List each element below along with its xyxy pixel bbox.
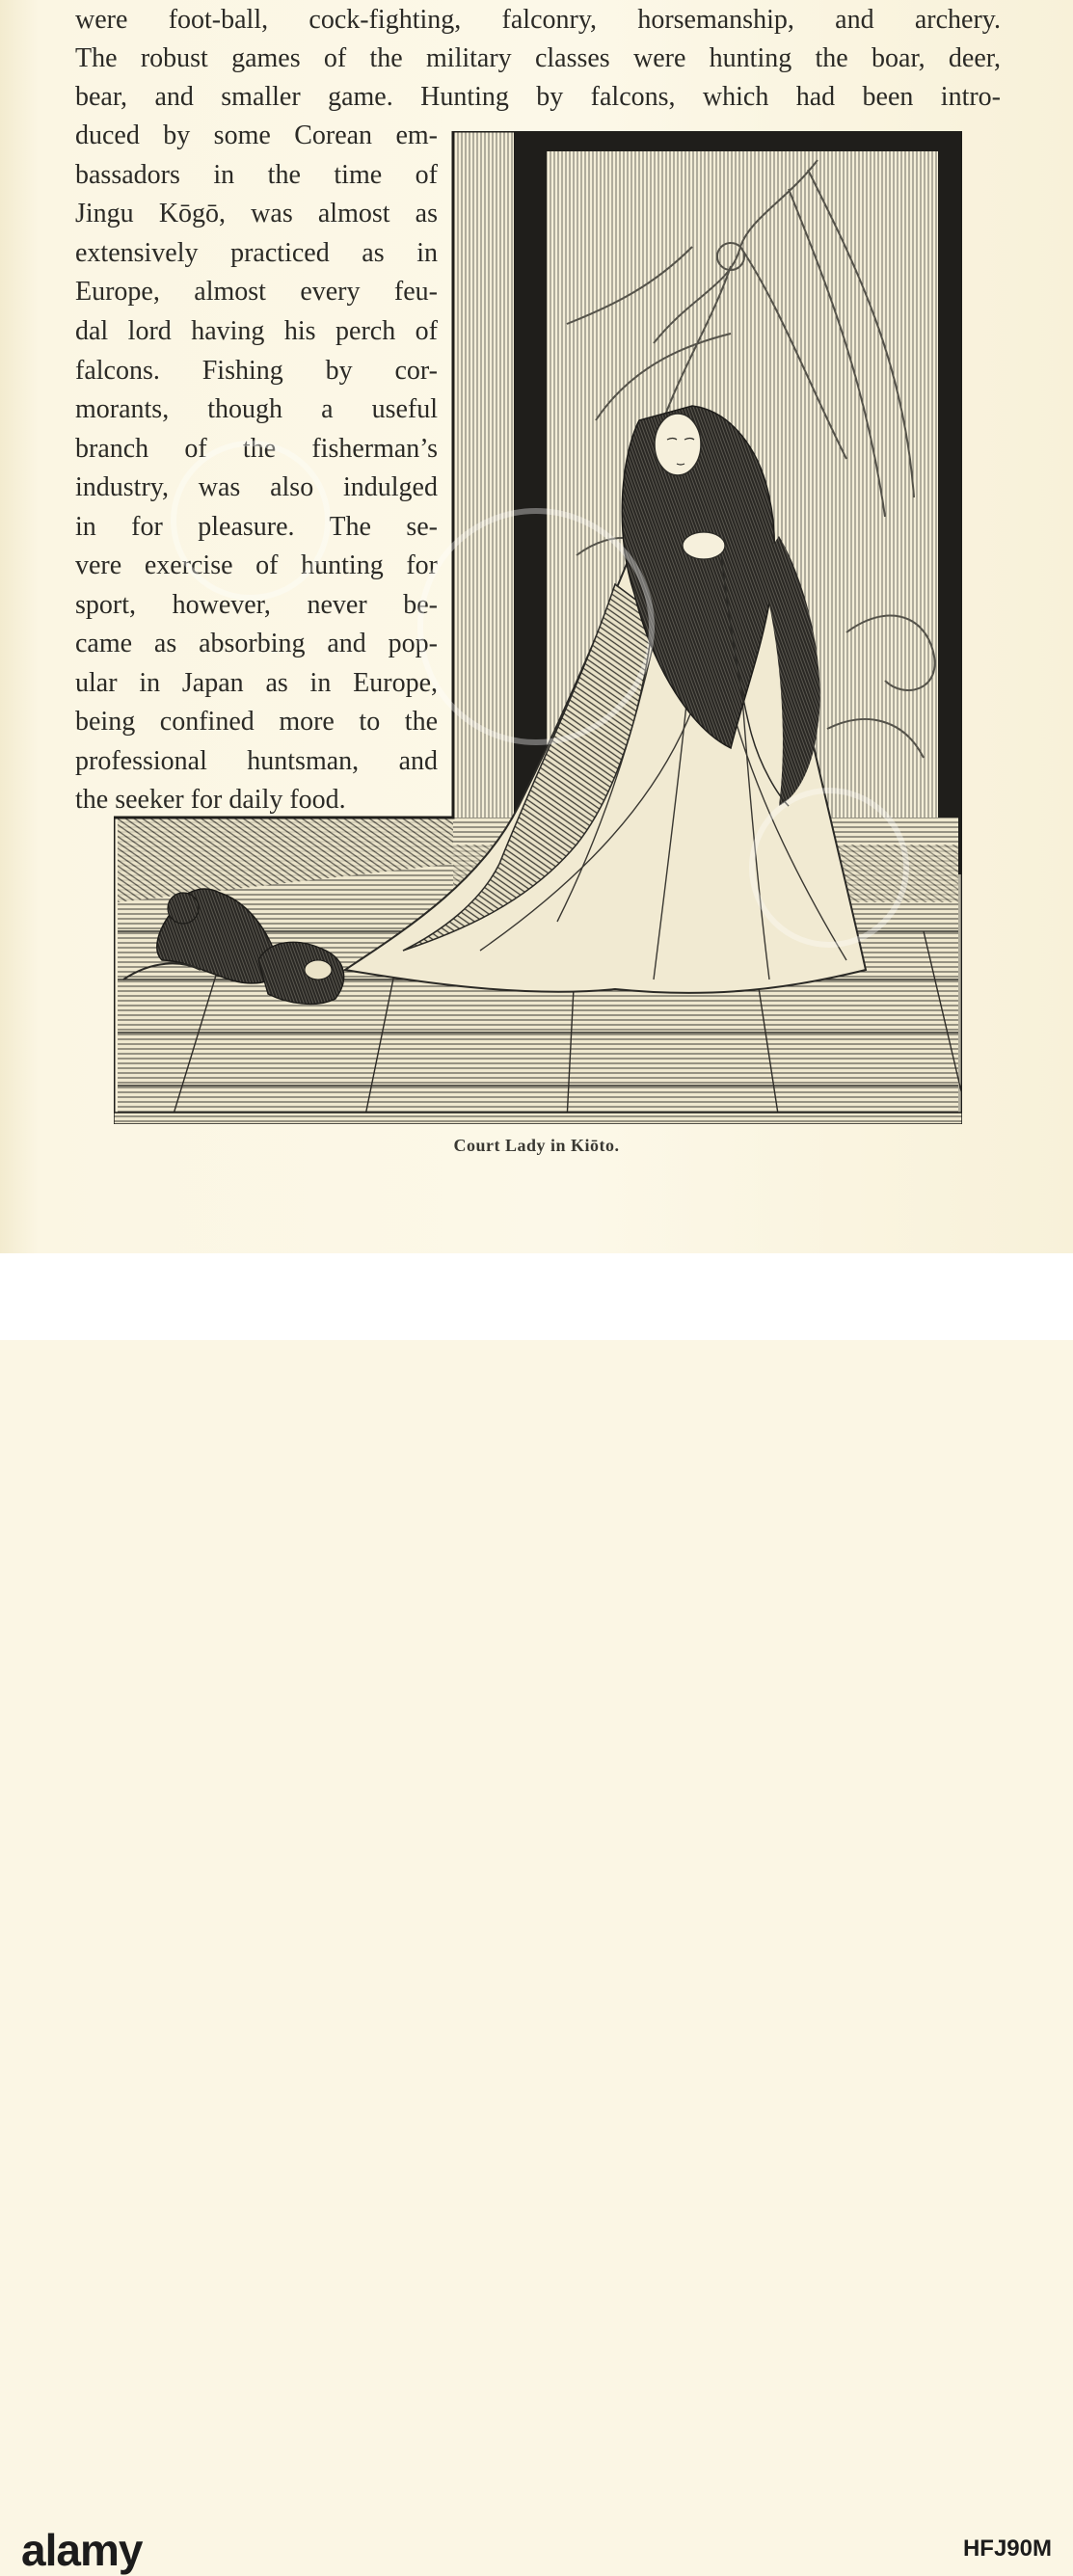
- text-line-col-16: being confined more to the: [75, 707, 438, 737]
- engraving-illustration: [114, 131, 962, 1124]
- text-line-full-3: bear, and smaller game. Hunting by falcons, which had been intro-: [75, 82, 1001, 112]
- text-line-col-18: the seeker for daily food.: [75, 785, 346, 815]
- text-line-col-12: vere exercise of hunting for: [75, 550, 438, 580]
- text-line-col-5: Europe, almost every feu-: [75, 277, 438, 307]
- text-line-col-6: dal lord having his perch of: [75, 316, 438, 346]
- stock-logo: alamy: [21, 2525, 143, 2575]
- text-line-full-1: were foot-ball, cock-fighting, falconry, horsemanship, and archery.: [75, 5, 1001, 35]
- text-line-col-1: duced by some Corean em-: [75, 121, 438, 150]
- text-line-col-17: professional huntsman, and: [75, 746, 438, 776]
- text-line-col-8: morants, though a useful: [75, 394, 438, 424]
- text-line-col-3: Jingu Kōgō, was almost as: [75, 199, 438, 228]
- text-line-col-13: sport, however, never be-: [75, 590, 438, 620]
- text-line-col-9: branch of the fisherman’s: [75, 434, 438, 464]
- text-line-col-15: ular in Japan as in Europe,: [75, 668, 438, 698]
- figure-caption: Court Lady in Kiōto.: [453, 1136, 620, 1155]
- text-line-col-7: falcons. Fishing by cor-: [75, 356, 438, 386]
- text-line-col-2: bassadors in the time of: [75, 160, 438, 190]
- image-code: HFJ90M: [962, 2536, 1052, 2562]
- text-line-col-10: industry, was also indulged: [75, 472, 438, 502]
- stock-photo-strip: [0, 1253, 1073, 2575]
- book-page: [0, 0, 1073, 1253]
- text-line-col-14: came as absorbing and pop-: [75, 629, 438, 658]
- text-line-col-11: in for pleasure. The se-: [75, 512, 438, 542]
- text-line-col-4: extensively practiced as in: [75, 238, 438, 268]
- text-line-full-2: The robust games of the military classes were hunting the boar, deer,: [75, 43, 1001, 73]
